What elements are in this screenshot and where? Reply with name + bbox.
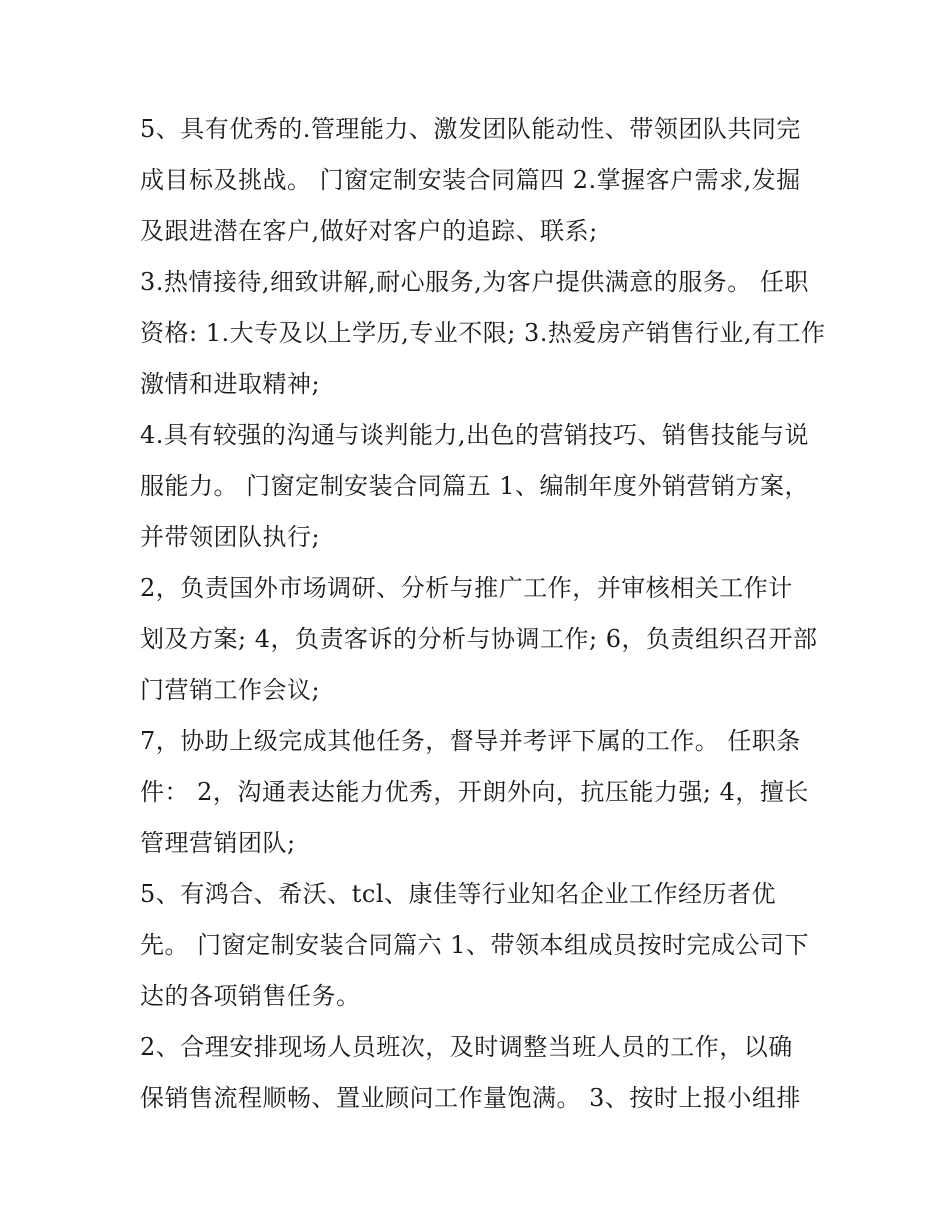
document-body: [140, 107, 826, 1127]
text-line: 达的各项销售任务。: [140, 982, 361, 1010]
text-line: 2，负责国外市场调研、分析与推广工作，并审核相关工作计: [140, 574, 793, 602]
text-line: 门营销工作会议;: [140, 676, 321, 704]
text-line: 激情和进取精神;: [140, 370, 321, 398]
text-line: 服能力。 门窗定制安装合同篇五 1、编制年度外销营销方案，: [140, 472, 810, 500]
text-line: 5、具有优秀的.管理能力、激发团队能动性、带领团队共同完: [140, 115, 801, 143]
text-line: 件： 2，沟通表达能力优秀，开朗外向，抗压能力强; 4，擅长: [140, 778, 809, 806]
text-line: 保销售流程顺畅、置业顾问工作量饱满。 3、按时上报小组排: [140, 1084, 801, 1112]
text-line: 及跟进潜在客户,做好对客户的追踪、联系;: [140, 217, 598, 245]
text-line: 先。 门窗定制安装合同篇六 1、带领本组成员按时完成公司下: [140, 931, 810, 959]
text-line: 划及方案; 4，负责客诉的分析与协调工作; 6，负责组织召开部: [140, 625, 818, 653]
text-line: 2、合理安排现场人员班次，及时调整当班人员的工作，以确: [140, 1033, 793, 1061]
text-line: 3.热情接待,细致讲解,耐心服务,为客户提供满意的服务。 任职: [140, 268, 809, 296]
text-line: 4.具有较强的沟通与谈判能力,出色的营销技巧、销售技能与说: [140, 421, 810, 449]
text-line: 资格: 1.大专及以上学历,专业不限; 3.热爱房产销售行业,有工作: [140, 319, 826, 347]
text-line: 5、有鸿合、希沃、tcl、康佳等行业知名企业工作经历者优: [140, 880, 777, 908]
text-line: 7，协助上级完成其他任务，督导并考评下属的工作。 任职条: [140, 727, 801, 755]
text-line: 并带领团队执行;: [140, 523, 321, 551]
text-line: 管理营销团队;: [140, 829, 296, 857]
text-line: 成目标及挑战。 门窗定制安装合同篇四 2.掌握客户需求,发掘: [140, 166, 801, 194]
